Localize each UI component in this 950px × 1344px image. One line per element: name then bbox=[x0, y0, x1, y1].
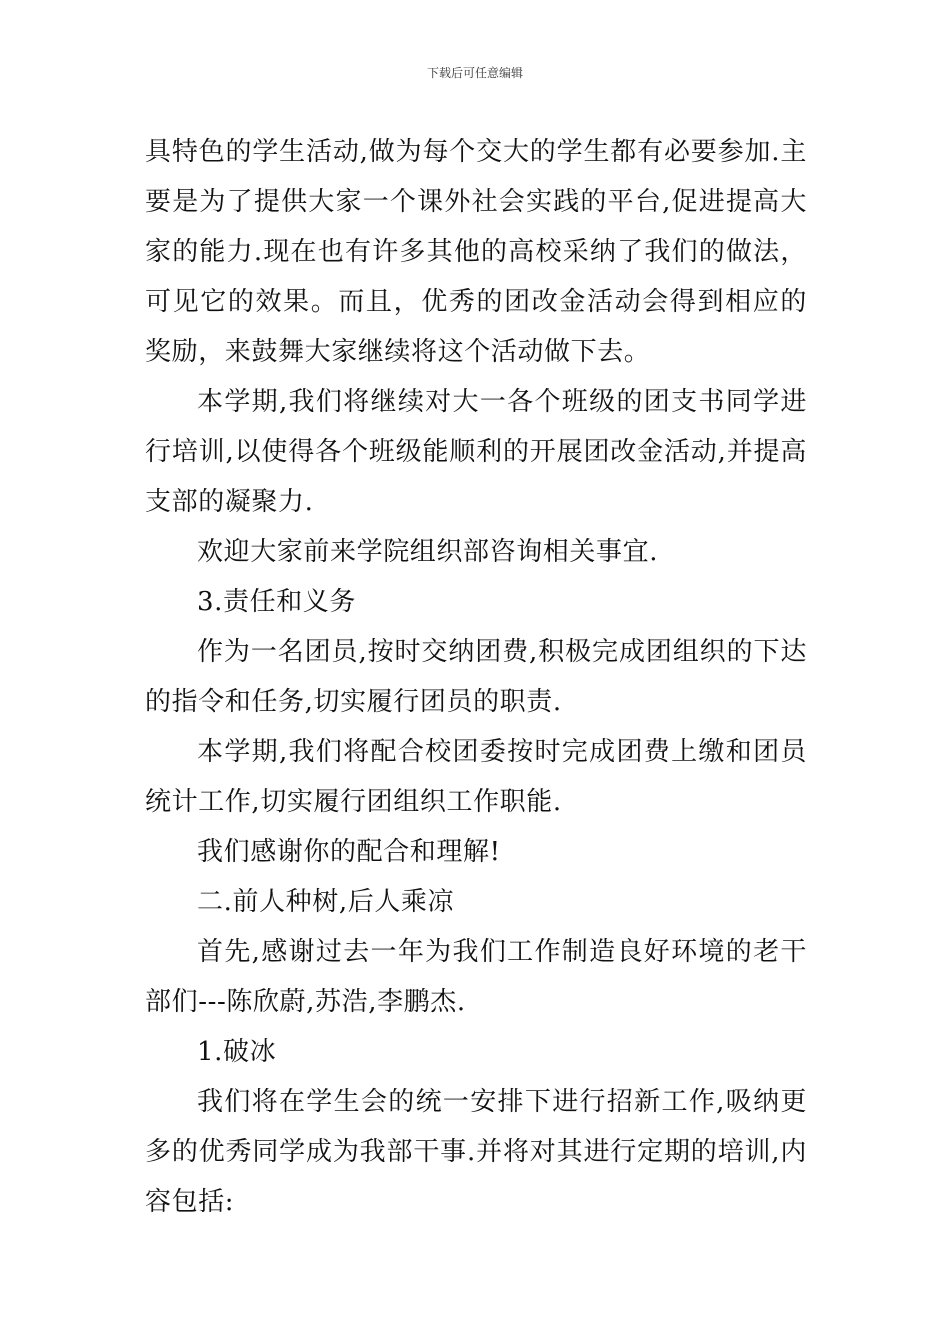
paragraph-welcome: 欢迎大家前来学院组织部咨询相关事宜. bbox=[197, 537, 659, 567]
paragraph-recruitment: 我们将在学生会的统一安排下进行招新工作,吸纳更多的优秀同学成为我部干事.并将对其进行定期的培训,内容包括: bbox=[145, 1087, 807, 1217]
page-header: 下载后可任意编辑 bbox=[426, 66, 523, 80]
paragraph-training-plan: 本学期,我们将继续对大一各个班级的团支书同学进行培训,以使得各个班级能顺利的开展团改金活动,并提高支部的凝聚力. bbox=[145, 387, 807, 517]
paragraph-fee-collection: 本学期,我们将配合校团委按时完成团费上缴和团员统计工作,切实履行团组织工作职能. bbox=[145, 737, 807, 817]
paragraph-continued-activity: 具特色的学生活动,做为每个交大的学生都有必要参加.主要是为了提供大家一个课外社会实践的平台,促进提高大家的能力.现在也有许多其他的高校采纳了我们的做法，可见它的效果。而且，优秀的团改金活动会得到相应的奖励，来鼓舞大家继续将这个活动做下去。 bbox=[145, 137, 807, 367]
section-heading-predecessors: 二.前人种树,后人乘凉 bbox=[197, 887, 455, 917]
document-body bbox=[145, 127, 807, 1227]
section-heading-duties: 3.责任和义务 bbox=[197, 587, 357, 617]
paragraph-former-officers: 首先,感谢过去一年为我们工作制造良好环境的老干部们---陈欣蔚,苏浩,李鹏杰. bbox=[145, 937, 807, 1017]
paragraph-member-duty: 作为一名团员,按时交纳团费,积极完成团组织的下达的指令和任务,切实履行团员的职责. bbox=[145, 637, 807, 717]
section-heading-icebreaking: 1.破冰 bbox=[197, 1037, 277, 1067]
paragraph-thanks: 我们感谢你的配合和理解! bbox=[197, 837, 501, 867]
